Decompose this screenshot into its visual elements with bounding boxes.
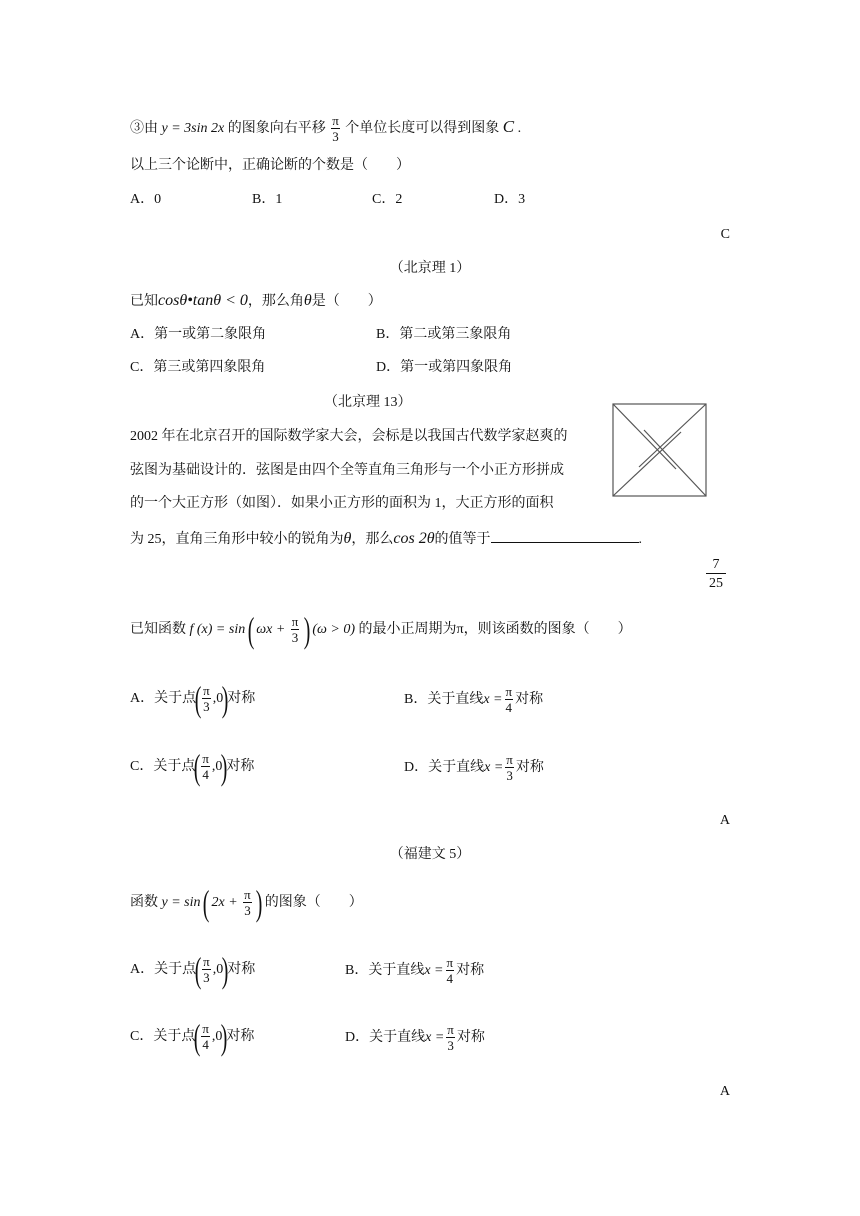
phase-fraction bbox=[243, 888, 252, 918]
fraction-denominator: 3 bbox=[506, 767, 513, 783]
option-a: A．关于点( $\frac{\pi}{3}$ ,0)对称 bbox=[130, 679, 256, 719]
fraction-denominator: 3 bbox=[203, 969, 210, 985]
fraction-numerator: π bbox=[291, 614, 299, 630]
line-4-mid: ，那么 bbox=[351, 532, 394, 547]
option-d: D．3 bbox=[494, 192, 526, 207]
option-suffix: 对称 bbox=[515, 760, 544, 776]
option-c: C．关于点( $\frac{\pi}{4}$ ,0)对称 bbox=[130, 1017, 255, 1057]
source-beijing-13: （北京理 13） bbox=[324, 395, 412, 410]
fraction-denominator: 4 bbox=[505, 699, 513, 715]
option-b: B．1 bbox=[252, 192, 283, 207]
graph-label: C bbox=[502, 117, 515, 137]
function-f: f (x) = sin bbox=[189, 622, 246, 638]
fraction-denominator: 4 bbox=[202, 766, 209, 782]
answer-1: C bbox=[720, 227, 730, 242]
fraction-denominator: 3 bbox=[203, 698, 210, 714]
statement-3-text: 的图象向右平移 bbox=[227, 121, 326, 137]
fraction-denominator: 4 bbox=[446, 970, 454, 986]
phase-fraction bbox=[291, 615, 300, 645]
stem-suffix: 是（ ） bbox=[311, 294, 382, 309]
stem-prefix: 已知 bbox=[130, 294, 158, 309]
option-suffix: 对称 bbox=[227, 691, 256, 707]
option-suffix: 对称 bbox=[227, 962, 256, 978]
question-beijing-1 bbox=[130, 293, 382, 309]
fraction-numerator: π bbox=[446, 955, 454, 970]
source-beijing-1: （北京理 1） bbox=[389, 261, 471, 276]
point-coordinate: ,0 bbox=[211, 759, 223, 775]
summary-question: 以上三个论断中，正确论断的个数是（ ） bbox=[130, 158, 410, 173]
option-text: D．关于直线 bbox=[404, 760, 485, 776]
fraction-denominator: 3 bbox=[244, 902, 251, 918]
point-coordinate: ,0 bbox=[212, 962, 224, 978]
line-equation: x = bbox=[425, 1030, 445, 1046]
stem-suffix: 的最小正周期为π，则该函数的图象（ ） bbox=[358, 622, 632, 638]
option-suffix: 对称 bbox=[226, 759, 255, 775]
stem-expression: cosθ•tanθ < 0 bbox=[158, 292, 248, 309]
option-text: C．关于点 bbox=[130, 759, 196, 775]
function-y: y = sin bbox=[161, 895, 201, 911]
fraction-denominator: 3 bbox=[291, 629, 299, 645]
fraction-denominator: 3 bbox=[447, 1037, 454, 1053]
fraction-numerator: π bbox=[505, 684, 513, 699]
paragraph-line-2: 弦图为基础设计的．弦图是由四个全等直角三角形与一个小正方形拼成 bbox=[130, 463, 564, 478]
theta-symbol: θ bbox=[343, 530, 352, 547]
line-4-prefix: 为 25，直角三角形中较小的锐角为 bbox=[130, 532, 344, 547]
function-argument: ωx + bbox=[256, 622, 286, 638]
option-text: A．关于点 bbox=[130, 691, 197, 707]
fraction-numerator: 7 bbox=[712, 557, 720, 572]
fraction-numerator: π bbox=[447, 1022, 454, 1037]
option-a: A．关于点( $\frac{\pi}{3}$ ,0)对称 bbox=[130, 950, 256, 990]
stem-suffix: 的图象（ ） bbox=[264, 895, 363, 911]
statement-3-function: y = 3sin 2x bbox=[161, 121, 225, 137]
option-text: B．关于直线 bbox=[345, 963, 425, 979]
option-text: A．关于点 bbox=[130, 962, 197, 978]
option-b bbox=[404, 685, 543, 715]
stem-theta: θ bbox=[303, 292, 312, 309]
option-text: C．关于点 bbox=[130, 1029, 196, 1045]
option-a: A．0 bbox=[130, 192, 162, 207]
triangle-edge bbox=[644, 430, 706, 496]
fraction-numerator: π bbox=[332, 113, 339, 128]
line-4-suffix: 的值等于 bbox=[434, 532, 491, 547]
fraction-numerator: π bbox=[203, 954, 210, 970]
option-text: D．关于直线 bbox=[345, 1030, 426, 1046]
line-equation: x = bbox=[484, 760, 504, 776]
answer-fujian-5: A bbox=[719, 1084, 730, 1099]
point-coordinate: ,0 bbox=[211, 1029, 223, 1045]
option-a: A．第一或第二象限角 bbox=[130, 327, 267, 342]
option-suffix: 对称 bbox=[515, 692, 544, 708]
fraction-numerator: π bbox=[203, 683, 210, 699]
question-function-period: 已知函数 f (x) = sin ( ωx + $\frac{\pi}{3}$ ) (ω > 0) 的最小正周期为π，则该函数的图象（ ） bbox=[130, 610, 632, 650]
option-text: B．关于直线 bbox=[404, 692, 484, 708]
option-b bbox=[345, 956, 484, 986]
line-equation: x = bbox=[483, 692, 503, 708]
statement-3 bbox=[130, 114, 521, 144]
triangle-edge bbox=[613, 404, 676, 469]
fraction-denominator: 3 bbox=[332, 128, 339, 144]
stem-mid: ，那么角 bbox=[247, 294, 304, 309]
function-argument: 2x + bbox=[211, 895, 238, 911]
question-fujian-5: 函数 y = sin ( 2x + $\frac{\pi}{3}$ ) 的图象（ ） bbox=[130, 883, 363, 923]
fraction-denominator: 4 bbox=[202, 1036, 209, 1052]
fraction-numerator: π bbox=[202, 1021, 209, 1037]
statement-3-prefix: ③由 bbox=[130, 121, 162, 137]
fraction-numerator: π bbox=[244, 887, 251, 903]
option-d bbox=[345, 1023, 485, 1053]
option-b: B．第二或第三象限角 bbox=[376, 327, 512, 342]
paragraph-line-3: 的一个大正方形（如图）．如果小正方形的面积为 1，大正方形的面积 bbox=[130, 496, 554, 511]
answer-fraction bbox=[704, 558, 728, 591]
paragraph-line-4 bbox=[130, 530, 642, 547]
point-coordinate: ,0 bbox=[212, 691, 224, 707]
option-c: C．第三或第四象限角 bbox=[130, 360, 266, 375]
fraction-numerator: π bbox=[506, 752, 513, 767]
option-c: C．2 bbox=[372, 192, 403, 207]
option-c: C．关于点( $\frac{\pi}{4}$ ,0)对称 bbox=[130, 747, 255, 787]
source-fujian-5: （福建文 5） bbox=[389, 847, 471, 862]
paragraph-line-1: 2002 年在北京召开的国际数学家大会，会标是以我国古代数学家赵爽的 bbox=[130, 429, 568, 444]
stem-prefix: 已知函数 bbox=[130, 622, 190, 638]
stem-prefix: 函数 bbox=[130, 895, 162, 911]
statement-3-text-2: 个单位长度可以得到图象 bbox=[345, 121, 500, 137]
cos-expression: cos 2θ bbox=[393, 530, 435, 547]
string-figure-diagram bbox=[612, 403, 708, 497]
option-d: D．第一或第四象限角 bbox=[376, 360, 513, 375]
option-suffix: 对称 bbox=[226, 1029, 255, 1045]
line-equation: x = bbox=[424, 963, 444, 979]
line-4-end: . bbox=[638, 532, 643, 547]
statement-3-end: . bbox=[517, 121, 522, 137]
option-suffix: 对称 bbox=[456, 1030, 485, 1046]
option-suffix: 对称 bbox=[456, 963, 485, 979]
omega-condition: (ω > 0) bbox=[312, 622, 355, 638]
answer-function-period: A bbox=[719, 813, 730, 828]
fraction-numerator: π bbox=[202, 751, 209, 767]
fraction-denominator: 25 bbox=[706, 573, 726, 591]
option-d bbox=[404, 753, 544, 783]
answer-blank bbox=[491, 530, 639, 543]
shift-fraction bbox=[331, 114, 340, 144]
